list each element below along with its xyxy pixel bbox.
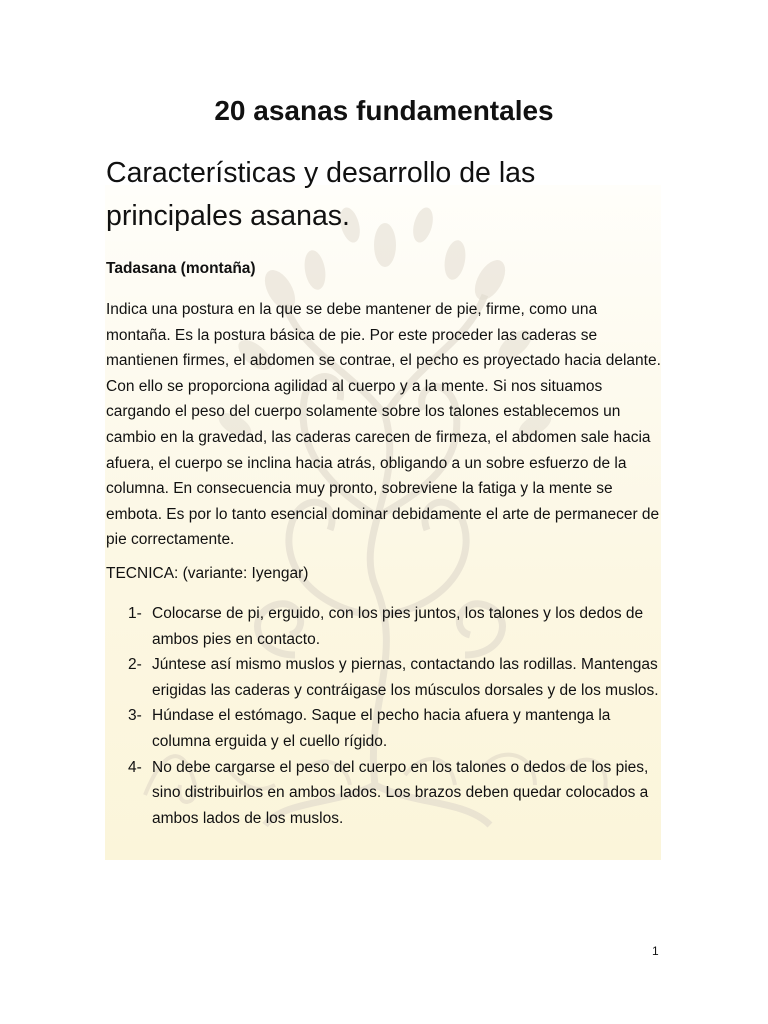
list-item — [106, 703, 666, 754]
document-title: 20 asanas fundamentales — [214, 95, 554, 126]
step-number: 4- — [128, 758, 142, 776]
list-item — [106, 652, 666, 703]
step-number: 2- — [128, 656, 142, 674]
step-text: Húndase el estómago. Saque el pecho hacia afuera y mantenga la columna erguida y el cuello rígido. — [152, 707, 611, 750]
step-text: No debe cargarse el peso del cuerpo en los talones o dedos de los pies, sino distribuirlos en ambos lados. Los brazos deben quedar colocados a ambos lados de los muslos. — [152, 758, 649, 827]
step-text: Colocarse de pi, erguido, con los pies juntos, los talones y los dedos de ambos pies en contacto. — [152, 605, 644, 648]
list-item — [106, 601, 666, 652]
section-heading: Tadasana (montaña) — [106, 260, 256, 277]
document-subtitle: Características y desarrollo de las principales asanas. — [106, 157, 536, 232]
steps-list — [106, 601, 666, 831]
page-number: 1 — [652, 944, 659, 958]
step-text: Júntese así mismo muslos y piernas, contactando las rodillas. Mantengas erigidas las caderas y contráigase los músculos dorsales y de los muslos. — [152, 656, 659, 699]
step-number: 3- — [128, 707, 142, 725]
technique-label: TECNICA: (variante: Iyengar) — [106, 565, 309, 582]
body-paragraph: Indica una postura en la que se debe mantener de pie, firme, como una montaña. Es la postura básica de pie. Por este proceder las caderas se mantienen firmes, el abdomen se contrae, el pecho es proyectado hacia delante. Con ello se proporciona agilidad al cuerpo y a la mente. Si nos situamos cargando el peso del cuerpo solamente sobre los talones establecemos un cambio en la gravedad, las caderas carecen de firmeza, el abdomen sale hacia afuera, el cuerpo se inclina hacia atrás, obligando a un sobre esfuerzo de la columna. En consecuencia muy pronto, sobreviene la fatiga y la mente se embota. Es por lo tanto esencial dominar debidamente el arte de permanecer de pie correctamente. — [106, 301, 661, 549]
list-item — [106, 755, 666, 832]
step-number: 1- — [128, 605, 142, 622]
